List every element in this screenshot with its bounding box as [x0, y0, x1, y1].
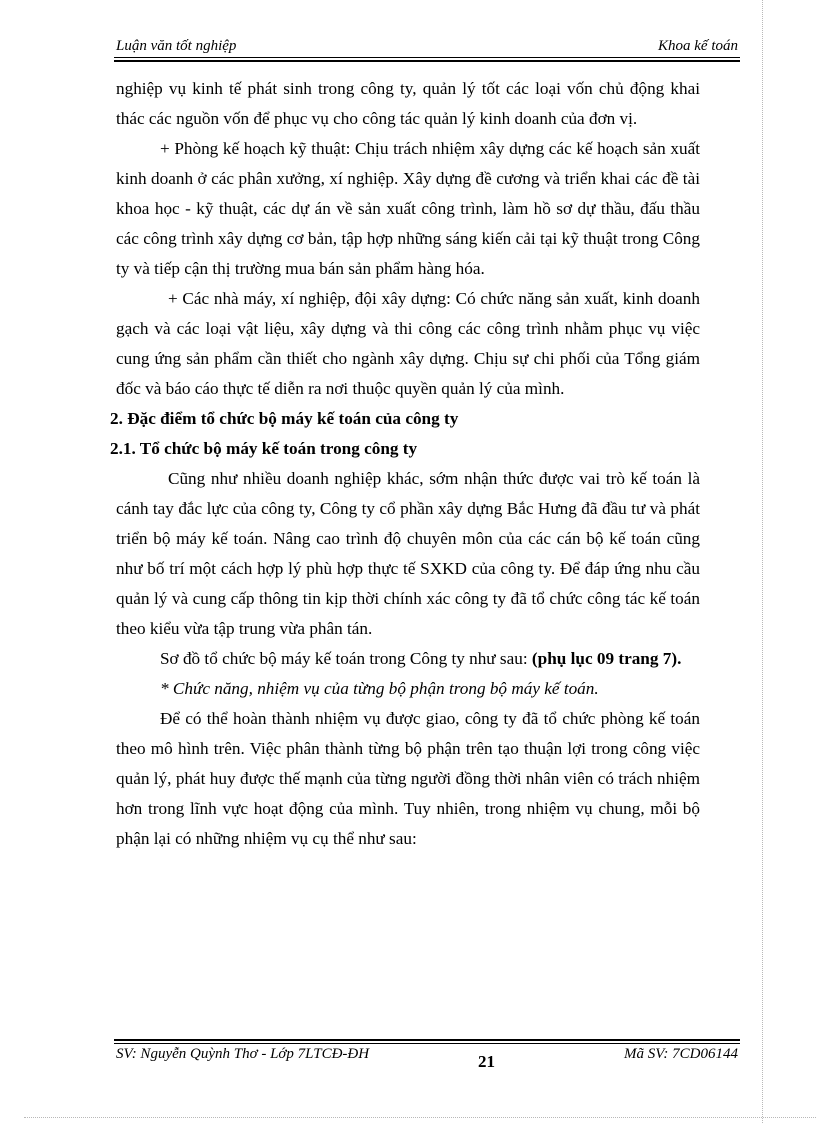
section-heading: 2. Đặc điểm tổ chức bộ máy kế toán của công ty — [110, 409, 459, 428]
paragraph-functions-heading: * Chức năng, nhiệm vụ của từng bộ phận trong bộ máy kế toán. — [160, 679, 599, 698]
footer-student-info: SV: Nguyễn Quỳnh Thơ - Lớp 7LTCĐ-ĐH — [116, 1046, 370, 1062]
footer-student-id: Mã SV: 7CD06144 — [623, 1046, 738, 1062]
page-body — [110, 74, 700, 854]
paragraph-planning-dept: + Phòng kế hoạch kỹ thuật: Chịu trách nhiệm xây dựng các kế hoạch sản xuất kinh doanh ở các phân xưởng, xí nghiệp. Xây dựng đề cương và triển khai các đề tài khoa học - kỹ thuật, các dự án về sản xuất công trình, làm hồ sơ dự thầu, đấu thầu các công trình xây dựng cơ bản, tập hợp những sáng kiến cải tại kỹ thuật trong Công ty và tiếp cận thị trường mua bán sản phẩm hàng hóa. — [116, 139, 700, 278]
paragraph-continuation: nghiệp vụ kinh tế phát sinh trong công ty, quản lý tốt các loại vốn chủ động khai thác các nguồn vốn để phục vụ cho công tác quản lý kinh doanh của đơn vị. — [116, 79, 700, 128]
header-right-text: Khoa kế toán — [658, 38, 738, 54]
paragraph-diagram-ref — [116, 644, 700, 674]
header-rule-thick — [114, 60, 740, 62]
margin-guide-horizontal — [24, 1117, 816, 1118]
diagram-ref-text: Sơ đồ tổ chức bộ máy kế toán trong Công ty như sau: — [160, 649, 532, 668]
footer-rule-thin — [114, 1043, 740, 1044]
appendix-ref: (phụ lục 09 trang 7). — [531, 649, 682, 668]
paragraph-duties: Để có thể hoàn thành nhiệm vụ được giao, công ty đã tổ chức phòng kế toán theo mô hình trên. Việc phân thành từng bộ phận trên tạo thuận lợi trong công việc quản lý, phát huy được thế mạnh của từng người đồng thời nhân viên có trách nhiệm hơn trong lĩnh vực hoạt động của mình. Tuy nhiên, trong nhiệm vụ chung, mỗi bộ phận lại có những nhiệm vụ cụ thể như sau: — [116, 709, 700, 848]
subsection-heading: 2.1. Tổ chức bộ máy kế toán trong công ty — [110, 439, 418, 458]
header-left-text: Luận văn tốt nghiệp — [116, 38, 237, 54]
header-rule-thin — [114, 57, 740, 58]
paragraph-accounting-org: Cũng như nhiều doanh nghiệp khác, sớm nhận thức được vai trò kế toán là cánh tay đắc lực của công ty, Công ty cổ phần xây dựng Bắc Hưng đã đầu tư và phát triển bộ máy kế toán. Nâng cao trình độ chuyên môn của các cán bộ kế toán cũng như bố trí một cách hợp lý phù hợp thực tế SXKD của công ty. Để đáp ứng nhu cầu quản lý và cung cấp thông tin kịp thời chính xác công ty đã tổ chức công tác kế toán theo kiểu vừa tập trung vừa phân tán. — [116, 469, 700, 638]
page-number: 21 — [478, 1052, 495, 1071]
margin-guide-vertical — [762, 0, 763, 1123]
paragraph-factories: + Các nhà máy, xí nghiệp, đội xây dựng: Có chức năng sản xuất, kinh doanh gạch và các loại vật liệu, xây dựng và thi công các công trình nhằm phục vụ việc cung ứng sản phẩm cần thiết cho ngành xây dựng. Chịu sự chi phối của Tổng giám đốc và báo cáo thực tế diễn ra nơi thuộc quyền quản lý của mình. — [116, 289, 700, 398]
footer-rule-thick — [114, 1039, 740, 1041]
